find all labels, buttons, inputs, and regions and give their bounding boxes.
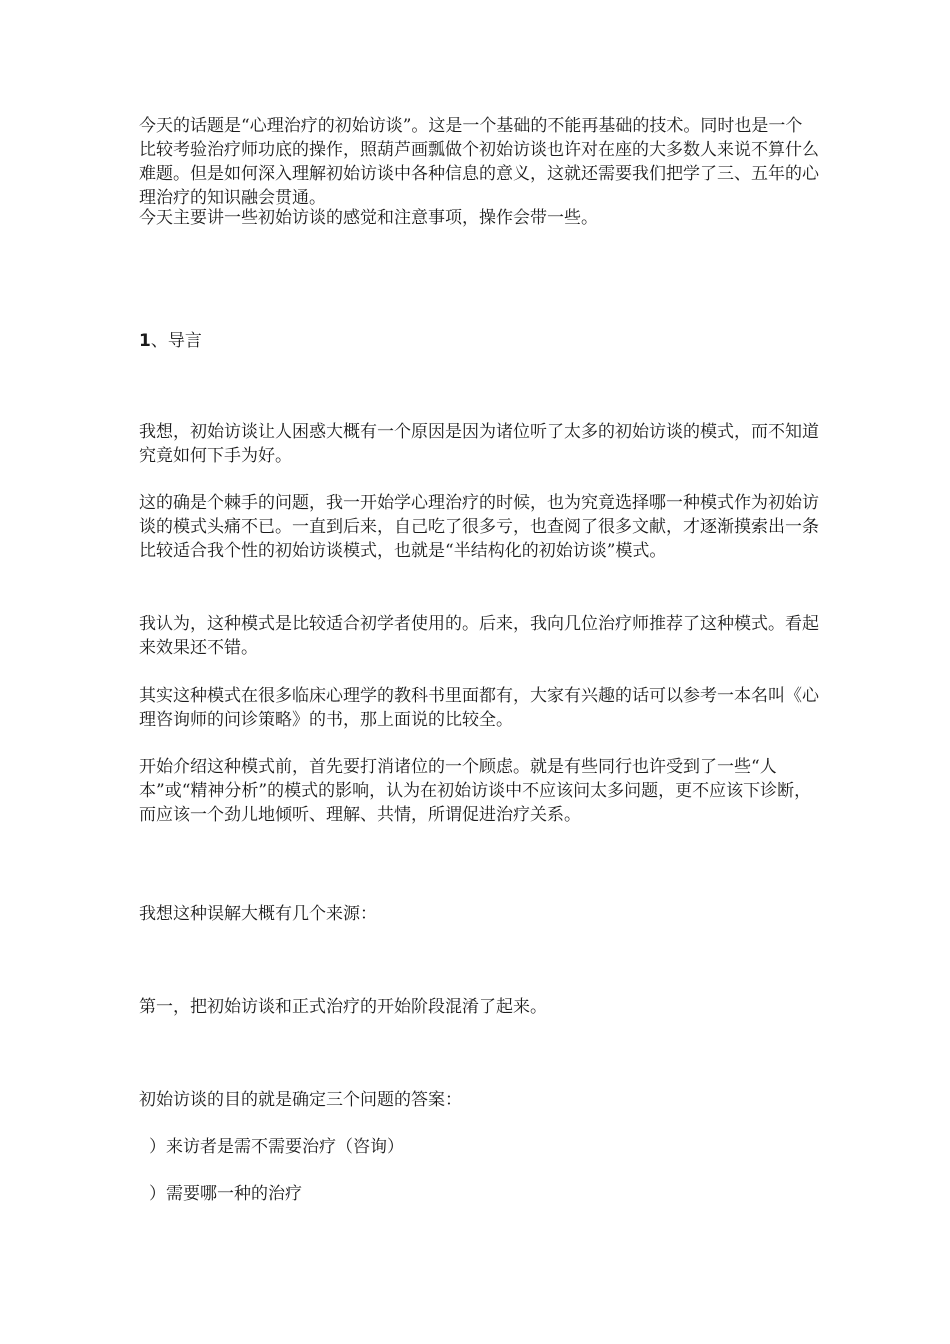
body-paragraph-3: 我认为，这种模式是比较适合初学者使用的。后来，我向几位治疗师推荐了这种模式。看起来效果还不错。 (139, 614, 819, 658)
intro-paragraph-1: 今天的话题是“心理治疗的初始访谈”。这是一个基础的不能再基础的技术。同时也是一个比较考验治疗师功底的操作，照葫芦画瓢做个初始访谈也许对在座的大多数人来说不算什么难题。但是如何深入理解初始访谈中各种信息的意义，这就还需要我们把学了三、五年的心理治疗的知识融会贯通。 (139, 116, 819, 208)
section-heading (139, 329, 819, 353)
body-paragraph-1: 我想，初始访谈让人困惑大概有一个原因是因为诸位听了太多的初始访谈的模式，而不知道究竟如何下手为好。 (139, 422, 819, 466)
list-item: ）需要哪一种的治疗 (149, 1184, 302, 1204)
body-paragraph-6: 我想这种误解大概有几个来源： (139, 904, 377, 924)
body-paragraph-2: 这的确是个棘手的问题，我一开始学心理治疗的时候，也为究竟选择哪一种模式作为初始访谈的模式头痛不已。一直到后来，自己吃了很多亏，也查阅了很多文献，才逐渐摸索出一条比较适合我个性的初始访谈模式，也就是“半结构化的初始访谈”模式。 (139, 493, 819, 561)
list-item: ）来访者是需不需要治疗（咨询） (149, 1137, 404, 1157)
body-paragraph-7: 第一，把初始访谈和正式治疗的开始阶段混淆了起来。 (139, 997, 547, 1017)
body-paragraph-8: 初始访谈的目的就是确定三个问题的答案： (139, 1090, 462, 1110)
section-number: 1 (139, 331, 151, 351)
intro-paragraph-2: 今天主要讲一些初始访谈的感觉和注意事项，操作会带一些。 (139, 208, 598, 228)
section-title: 、导言 (150, 331, 202, 351)
body-paragraph-5: 开始介绍这种模式前，首先要打消诸位的一个顾虑。就是有些同行也许受到了一些“人本”或“精神分析”的模式的影响，认为在初始访谈中不应该问太多问题，更不应该下诊断，而应该一个劲儿地倾听、理解、共情，所谓促进治疗关系。 (139, 757, 812, 825)
body-paragraph-4: 其实这种模式在很多临床心理学的教科书里面都有，大家有兴趣的话可以参考一本名叫《心理咨询师的问诊策略》的书，那上面说的比较全。 (139, 686, 819, 730)
